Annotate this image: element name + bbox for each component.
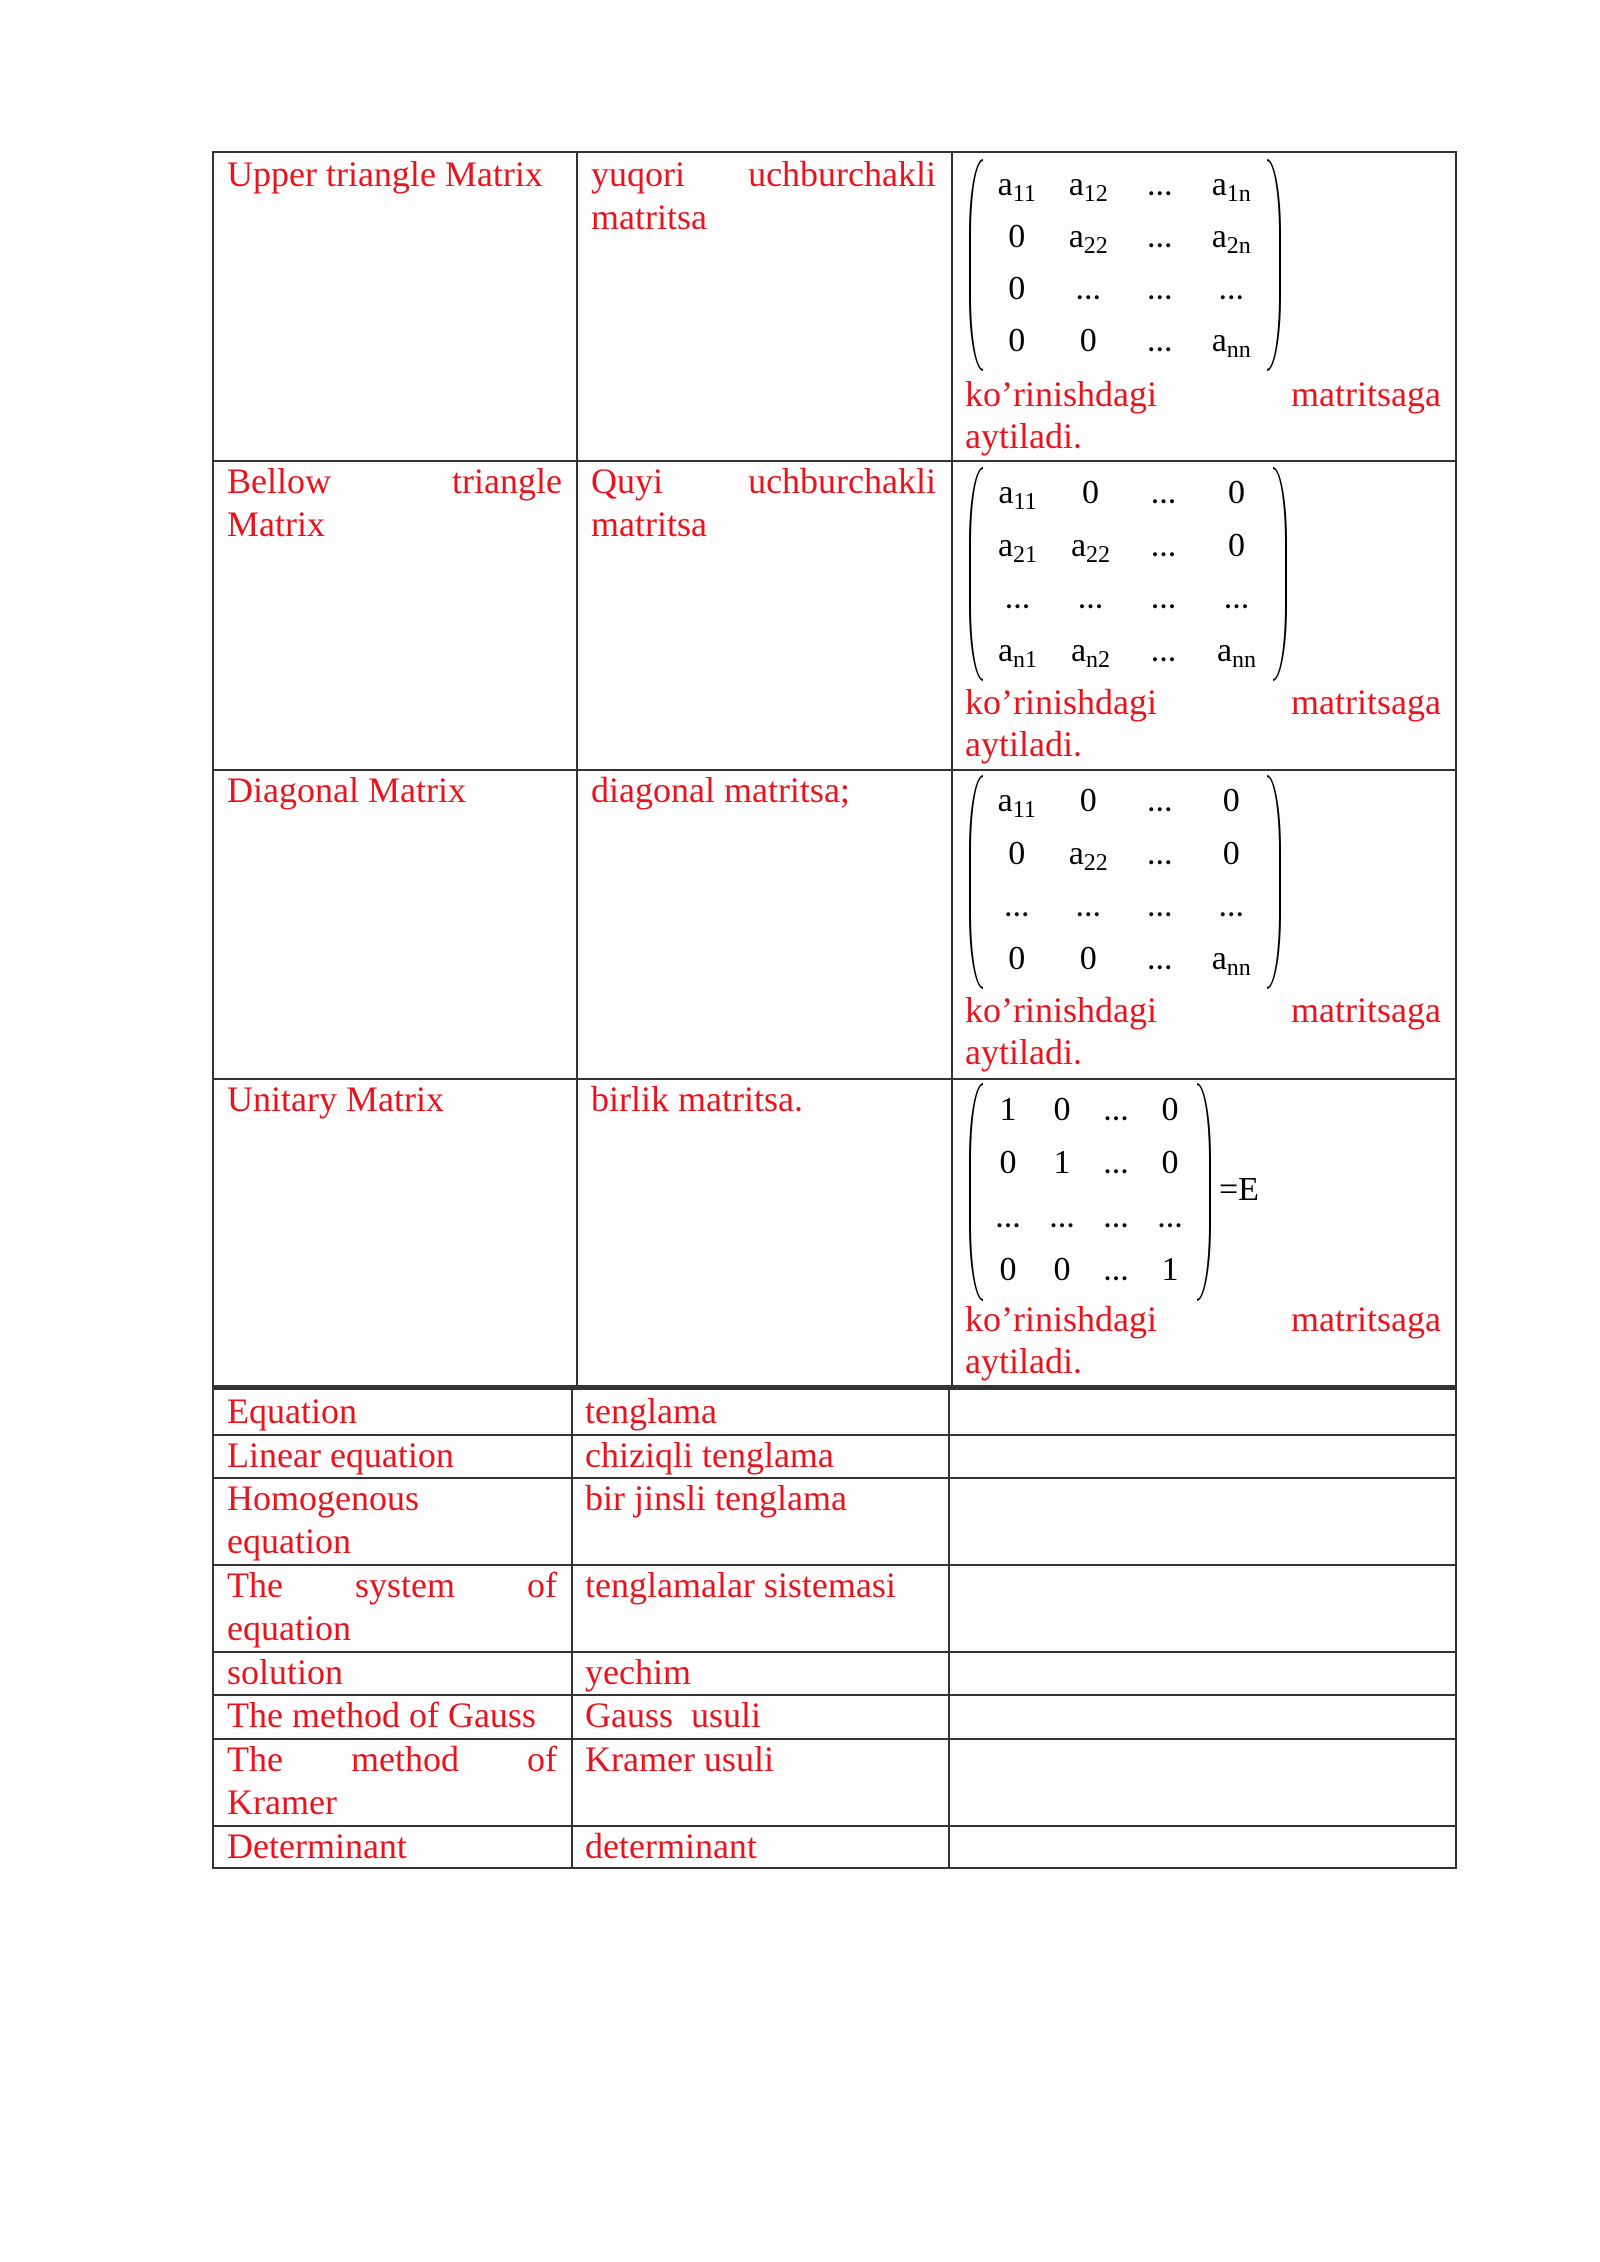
matrix-entry-base: ... — [1075, 270, 1101, 307]
matrix-entry-base: ... — [1103, 1090, 1129, 1128]
identity-matrix — [969, 1083, 1209, 1297]
dict-uz: Gauss usuli — [585, 1695, 762, 1735]
matrix-entry — [982, 269, 1052, 309]
matrix-entry — [1135, 1250, 1205, 1290]
dict-uz: chiziqli tenglama — [585, 1435, 834, 1475]
matrix-entry — [1125, 781, 1195, 821]
matrix-entry-base: a — [1068, 834, 1084, 872]
matrix-entry-subscript: 11 — [1012, 797, 1036, 824]
caption-word: ko’rinishdagi — [965, 682, 1157, 722]
matrix-entry-base: 0 — [1079, 939, 1097, 977]
matrix-entry-base: 0 — [1008, 322, 1026, 359]
term-uz-line — [591, 153, 936, 196]
term-en-word: Bellow — [227, 461, 331, 501]
matrix-entry-subscript: 22 — [1083, 849, 1108, 876]
caption-word: matritsaga — [1291, 1299, 1441, 1339]
caption-word: ko’rinishdagi — [965, 374, 1157, 414]
matrix-entry-base: 0 — [1008, 270, 1026, 307]
dict-en: Determinant — [227, 1826, 407, 1866]
matrix-entry — [1135, 1090, 1205, 1130]
matrix-entry — [983, 526, 1053, 575]
matrix-entry — [1056, 578, 1126, 618]
dict-en-line — [227, 1564, 557, 1607]
matrix-entry — [983, 578, 1053, 618]
matrix-entry-base: ... — [1147, 939, 1173, 977]
term-en-word: triangle — [452, 461, 562, 501]
matrix-entry-base: ... — [1150, 631, 1177, 669]
matrix-entry — [1196, 781, 1266, 821]
matrix-entry-base: a — [997, 526, 1014, 564]
dict-en: Linear equation — [227, 1435, 454, 1475]
matrix-entry-base: 0 — [1008, 218, 1026, 255]
matrix-entry-base: 0 — [1079, 782, 1097, 820]
matrix-entry-base: 0 — [1228, 526, 1245, 564]
matrix-entry-base: a — [998, 474, 1014, 512]
term-uz-word: uchburchakli — [748, 461, 936, 501]
matrix-entry-subscript: 1n — [1226, 181, 1251, 207]
matrix-entry — [1135, 1143, 1205, 1183]
matrix-entry — [1202, 473, 1272, 513]
matrix-entry-base: a — [1216, 631, 1233, 669]
matrix-entry-subscript: 22 — [1083, 233, 1108, 259]
matrix-entry-base: 0 — [1161, 1144, 1179, 1182]
term-uz-line: matritsa — [591, 197, 707, 237]
matrix-entry-base: ... — [1075, 887, 1101, 925]
matrix-entry — [1053, 217, 1123, 266]
matrix-entry — [1129, 578, 1199, 618]
matrix-entry-base: 0 — [1053, 1251, 1071, 1289]
identity-equals-label: =E — [1219, 1171, 1259, 1208]
matrix-entry-base: ... — [1150, 474, 1177, 512]
term-en-line: Matrix — [227, 504, 325, 544]
matrix-entry-base: ... — [1218, 270, 1244, 307]
term-en: Diagonal Matrix — [227, 770, 466, 810]
dict-en: The method of Gauss — [227, 1695, 536, 1735]
matrix-entry-base: ... — [1049, 1197, 1075, 1235]
matrix-entry-subscript: 22 — [1086, 541, 1111, 568]
matrix-entry — [1196, 886, 1266, 926]
matrix-entry — [1053, 834, 1123, 883]
matrix-entry-base: 0 — [1228, 474, 1245, 512]
matrix-entry — [1135, 1197, 1205, 1237]
matrix-entry — [982, 886, 1052, 926]
matrix-entry — [1125, 939, 1195, 979]
matrix-entry — [1129, 473, 1199, 513]
matrix-entry-subscript: n1 — [1013, 646, 1038, 673]
term-uz-word: uchburchakli — [748, 154, 936, 194]
matrix-entry — [1125, 217, 1195, 257]
matrix-entry-subscript: 12 — [1083, 181, 1108, 207]
matrix-caption — [965, 681, 1441, 724]
upper-triangle-matrix — [969, 159, 1279, 367]
right-parenthesis — [1267, 159, 1281, 371]
matrix-entry-base: a — [1068, 166, 1084, 203]
term-en: Unitary Matrix — [227, 1079, 444, 1119]
matrix-entry-base: ... — [1150, 526, 1177, 564]
dict-en-word: The — [227, 1739, 283, 1779]
matrix-entry-base: ... — [1103, 1144, 1129, 1182]
matrix-entry — [1129, 631, 1199, 671]
matrix-entry-base: a — [997, 166, 1013, 203]
matrix-entry-base: a — [1211, 218, 1227, 255]
matrix-entry — [1125, 165, 1195, 205]
caption-word: matritsaga — [1291, 682, 1441, 722]
matrix-entry — [982, 939, 1052, 979]
matrix-entry-base: 1 — [999, 1090, 1017, 1128]
matrix-entry — [982, 321, 1052, 361]
matrix-entry — [1125, 321, 1195, 361]
dictionary-table — [212, 1387, 1457, 1869]
matrix-entry-base: a — [1070, 631, 1087, 669]
matrix-entry-subscript: 2n — [1226, 233, 1251, 259]
matrix-entry — [1053, 165, 1123, 214]
matrix-entry — [983, 631, 1053, 680]
right-parenthesis — [1273, 467, 1287, 681]
matrix-entry-base: a — [1211, 939, 1227, 977]
caption-word: matritsaga — [1291, 374, 1441, 414]
term-en-line — [227, 460, 562, 503]
matrix-entry — [1196, 165, 1266, 214]
matrix-entry-base: 0 — [1161, 1090, 1179, 1128]
matrix-caption-end: aytiladi. — [965, 1341, 1082, 1381]
term-uz: diagonal matritsa; — [591, 770, 850, 810]
column-divider — [571, 1390, 573, 1867]
matrix-entry — [1125, 834, 1195, 874]
matrix-entry — [1053, 781, 1123, 821]
matrix-entry — [1056, 473, 1126, 513]
matrix-entry — [1125, 269, 1195, 309]
matrix-entry-base: 0 — [1053, 1090, 1071, 1128]
matrix-entry-base: ... — [1147, 782, 1173, 820]
dict-en-line — [227, 1738, 557, 1781]
right-parenthesis — [1267, 775, 1281, 989]
matrix-entry-base: ... — [1103, 1251, 1129, 1289]
dict-uz: bir jinsli tenglama — [585, 1478, 847, 1518]
matrix-entry-base: a — [1070, 526, 1087, 564]
matrix-entry-subscript: n2 — [1086, 646, 1111, 673]
lower-triangle-matrix — [969, 467, 1285, 677]
matrix-entry-base: a — [997, 631, 1014, 669]
matrix-entry-base: a — [997, 782, 1013, 820]
matrix-entry — [1196, 321, 1266, 370]
matrix-entry-base: ... — [1157, 1197, 1183, 1235]
diagonal-matrix — [969, 775, 1279, 985]
matrix-entry-base: 0 — [1008, 834, 1026, 872]
matrix-entry-subscript: 21 — [1013, 541, 1038, 568]
term-uz-line — [591, 460, 936, 503]
matrix-entry — [1202, 526, 1272, 566]
matrix-caption — [965, 373, 1441, 416]
matrix-entry-base: ... — [1223, 579, 1250, 617]
matrix-entry-base: a — [1211, 322, 1227, 359]
matrix-entry-base: ... — [1150, 579, 1177, 617]
dict-en-line: Kramer — [227, 1782, 337, 1822]
matrix-entry-base: 0 — [999, 1144, 1017, 1182]
matrix-caption — [965, 1298, 1441, 1341]
matrix-entry-base: 1 — [1161, 1251, 1179, 1289]
matrix-entry-base: ... — [1103, 1197, 1129, 1235]
matrix-caption — [965, 989, 1441, 1032]
matrix-entry-subscript: nn — [1226, 337, 1251, 363]
dict-en-line: equation — [227, 1521, 351, 1561]
dict-en-word: system — [354, 1565, 455, 1605]
left-parenthesis — [969, 467, 983, 681]
matrix-entry — [1129, 526, 1199, 566]
term-en: Upper triangle Matrix — [227, 154, 543, 194]
matrix-entry-subscript: 11 — [1013, 489, 1037, 516]
dict-uz: yechim — [585, 1652, 691, 1692]
matrix-entry — [1053, 939, 1123, 979]
dict-en-word: method — [350, 1739, 459, 1779]
matrix-entry — [982, 781, 1052, 830]
matrix-entry — [1056, 631, 1126, 680]
matrix-entry-subscript: nn — [1226, 954, 1251, 981]
matrix-entry — [982, 217, 1052, 257]
matrix-caption-end: aytiladi. — [965, 724, 1082, 764]
matrix-entry-base: ... — [1218, 887, 1244, 925]
matrix-entry-base: ... — [1147, 166, 1173, 203]
matrix-entry — [1053, 269, 1123, 309]
dict-uz: tenglama — [585, 1391, 717, 1431]
caption-word: ko’rinishdagi — [965, 1299, 1157, 1339]
dict-uz: tenglamalar sistemasi — [585, 1565, 896, 1605]
matrix-entry-base: ... — [1147, 834, 1173, 872]
matrix-entry-base: ... — [1147, 887, 1173, 925]
matrix-entry — [982, 165, 1052, 214]
matrix-entry — [1202, 631, 1272, 680]
dict-en: solution — [227, 1652, 344, 1692]
matrix-entry — [1053, 321, 1123, 361]
matrix-entry-base: ... — [995, 1197, 1021, 1235]
matrix-entry-base: 1 — [1053, 1144, 1071, 1182]
matrix-entry-base: ... — [1004, 579, 1031, 617]
term-uz-word: yuqori — [591, 154, 685, 194]
dict-uz: Kramer usuli — [585, 1739, 774, 1779]
matrix-entry — [1196, 269, 1266, 309]
matrix-entry-base: ... — [1004, 887, 1030, 925]
matrix-entry — [1196, 939, 1266, 988]
matrix-entry-base: 0 — [1222, 782, 1240, 820]
dict-en: Equation — [227, 1391, 357, 1431]
dict-uz: determinant — [585, 1826, 757, 1866]
dict-en-word: The — [227, 1565, 283, 1605]
matrix-entry-base: ... — [1147, 270, 1173, 307]
term-uz-line: matritsa — [591, 504, 707, 544]
matrix-entry — [1056, 526, 1126, 575]
matrix-terms-table — [212, 151, 1457, 1387]
matrix-entry-base: 0 — [1079, 322, 1097, 359]
row-divider — [214, 1651, 1455, 1653]
caption-word: ko’rinishdagi — [965, 990, 1157, 1030]
matrix-entry — [1053, 886, 1123, 926]
matrix-entry — [983, 473, 1053, 522]
matrix-caption-end: aytiladi. — [965, 416, 1082, 456]
matrix-entry — [1196, 217, 1266, 266]
matrix-entry-base: ... — [1147, 322, 1173, 359]
matrix-entry-base: a — [1211, 166, 1227, 203]
dict-en-line: Homogenous — [227, 1478, 419, 1518]
matrix-entry — [982, 834, 1052, 874]
term-uz: birlik matritsa. — [591, 1079, 803, 1119]
dict-en-line: equation — [227, 1608, 351, 1648]
matrix-entry-base: 0 — [999, 1251, 1017, 1289]
term-uz-word: Quyi — [591, 461, 663, 501]
dict-en-word: of — [526, 1739, 557, 1779]
matrix-entry-base: a — [1068, 218, 1084, 255]
matrix-entry-base: ... — [1147, 218, 1173, 255]
matrix-entry-base: 0 — [1008, 939, 1026, 977]
matrix-entry-base: 0 — [1222, 834, 1240, 872]
matrix-entry — [1196, 834, 1266, 874]
matrix-entry — [1202, 578, 1272, 618]
matrix-entry-subscript: 11 — [1012, 181, 1036, 207]
matrix-entry — [1125, 886, 1195, 926]
matrix-entry-base: ... — [1077, 579, 1104, 617]
matrix-entry-base: 0 — [1082, 474, 1099, 512]
column-divider — [948, 1390, 950, 1867]
caption-word: matritsaga — [1291, 990, 1441, 1030]
matrix-entry-subscript: nn — [1232, 646, 1257, 673]
dict-en-word: of — [526, 1565, 557, 1605]
matrix-caption-end: aytiladi. — [965, 1032, 1082, 1072]
